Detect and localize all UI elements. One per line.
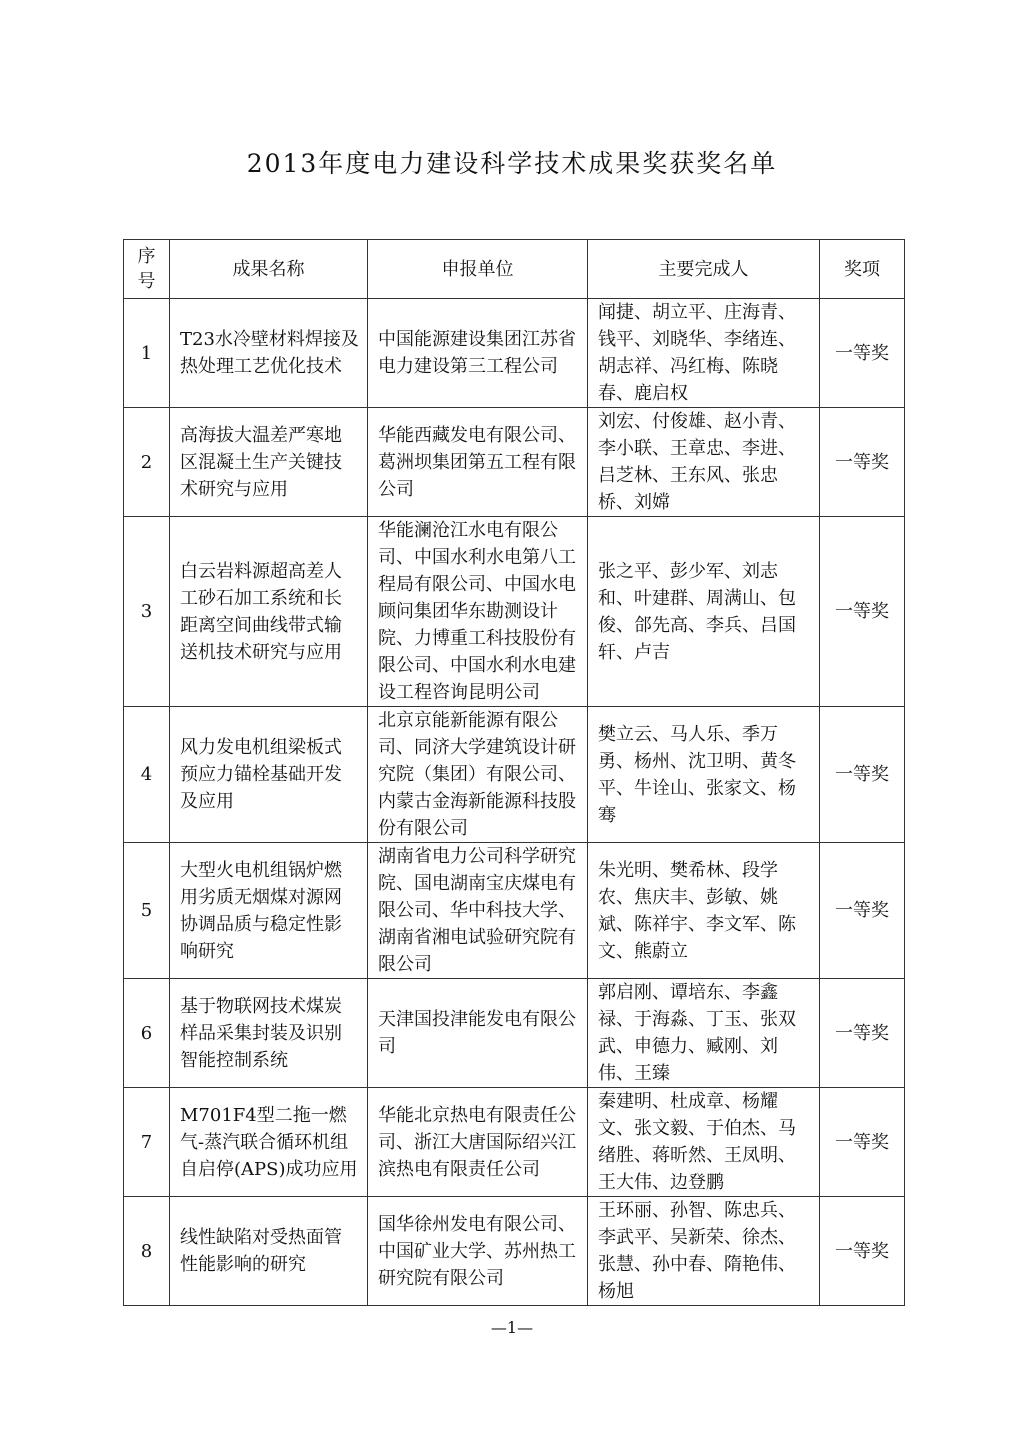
achievement-name: 大型火电机组锅炉燃用劣质无烟煤对源网协调品质与稳定性影响研究 <box>170 843 368 979</box>
row-number: 3 <box>124 517 170 707</box>
achievement-name: 风力发电机组梁板式预应力锚栓基础开发及应用 <box>170 707 368 843</box>
row-number: 6 <box>124 979 170 1088</box>
main-contributors: 王环丽、孙智、陈忠兵、李武平、吴新荣、徐杰、张慧、孙中春、隋艳伟、杨旭 <box>588 1197 820 1306</box>
table-row <box>124 1088 905 1197</box>
table-header-row <box>124 240 905 299</box>
achievement-name: M701F4型二拖一燃气-蒸汽联合循环机组自启停(APS)成功应用 <box>170 1088 368 1197</box>
row-number: 8 <box>124 1197 170 1306</box>
award-level: 一等奖 <box>820 843 905 979</box>
main-contributors: 朱光明、樊希林、段学农、焦庆丰、彭敏、姚斌、陈祥宇、李文军、陈文、熊蔚立 <box>588 843 820 979</box>
header-no: 序号 <box>124 240 170 299</box>
table-row <box>124 517 905 707</box>
table-row <box>124 1197 905 1306</box>
row-number: 5 <box>124 843 170 979</box>
row-number: 2 <box>124 408 170 517</box>
table-row <box>124 299 905 408</box>
header-people: 主要完成人 <box>588 240 820 299</box>
achievement-name: 白云岩料源超高差人工砂石加工系统和长距离空间曲线带式输送机技术研究与应用 <box>170 517 368 707</box>
award-level: 一等奖 <box>820 979 905 1088</box>
table-row <box>124 843 905 979</box>
row-number: 1 <box>124 299 170 408</box>
table-row <box>124 408 905 517</box>
award-level: 一等奖 <box>820 517 905 707</box>
table-row <box>124 707 905 843</box>
award-level: 一等奖 <box>820 707 905 843</box>
header-award: 奖项 <box>820 240 905 299</box>
award-level: 一等奖 <box>820 408 905 517</box>
achievement-name: 线性缺陷对受热面管性能影响的研究 <box>170 1197 368 1306</box>
applicant-unit: 中国能源建设集团江苏省电力建设第三工程公司 <box>368 299 588 408</box>
applicant-unit: 天津国投津能发电有限公司 <box>368 979 588 1088</box>
header-unit: 申报单位 <box>368 240 588 299</box>
award-table <box>123 239 905 1306</box>
main-contributors: 刘宏、付俊雄、赵小青、李小联、王章忠、李进、吕芝林、王东风、张忠桥、刘嫦 <box>588 408 820 517</box>
achievement-name: T23水冷壁材料焊接及热处理工艺优化技术 <box>170 299 368 408</box>
award-level: 一等奖 <box>820 1197 905 1306</box>
award-level: 一等奖 <box>820 299 905 408</box>
row-number: 7 <box>124 1088 170 1197</box>
main-contributors: 樊立云、马人乐、季万勇、杨州、沈卫明、黄冬平、牛诠山、张家文、杨骞 <box>588 707 820 843</box>
table-row <box>124 979 905 1088</box>
applicant-unit: 华能北京热电有限责任公司、浙江大唐国际绍兴江滨热电有限责任公司 <box>368 1088 588 1197</box>
applicant-unit: 北京京能新能源有限公司、同济大学建筑设计研究院（集团）有限公司、内蒙古金海新能源科技股份有限公司 <box>368 707 588 843</box>
applicant-unit: 华能西藏发电有限公司、葛洲坝集团第五工程有限公司 <box>368 408 588 517</box>
applicant-unit: 国华徐州发电有限公司、中国矿业大学、苏州热工研究院有限公司 <box>368 1197 588 1306</box>
achievement-name: 基于物联网技术煤炭样品采集封装及识别智能控制系统 <box>170 979 368 1088</box>
page-title: 2013年度电力建设科学技术成果奖获奖名单 <box>246 149 778 178</box>
row-number: 4 <box>124 707 170 843</box>
main-contributors: 秦建明、杜成章、杨耀文、张文毅、于伯杰、马绪胜、蒋昕然、王凤明、王大伟、边登鹏 <box>588 1088 820 1197</box>
header-name: 成果名称 <box>170 240 368 299</box>
award-level: 一等奖 <box>820 1088 905 1197</box>
applicant-unit: 湖南省电力公司科学研究院、国电湖南宝庆煤电有限公司、华中科技大学、湖南省湘电试验研究院有限公司 <box>368 843 588 979</box>
page-number: —1— <box>490 1318 534 1337</box>
achievement-name: 高海拔大温差严寒地区混凝土生产关键技术研究与应用 <box>170 408 368 517</box>
main-contributors: 郭启刚、谭培东、李鑫禄、于海淼、丁玉、张双武、申德力、臧刚、刘伟、王臻 <box>588 979 820 1088</box>
main-contributors: 张之平、彭少军、刘志和、叶建群、周满山、包俊、郃先高、李兵、吕国轩、卢吉 <box>588 517 820 707</box>
applicant-unit: 华能澜沧江水电有限公司、中国水利水电第八工程局有限公司、中国水电顾问集团华东勘测设计院、力博重工科技股份有限公司、中国水利水电建设工程咨询昆明公司 <box>368 517 588 707</box>
main-contributors: 闻捷、胡立平、庄海青、钱平、刘晓华、李绪连、胡志祥、冯红梅、陈晓春、鹿启权 <box>588 299 820 408</box>
